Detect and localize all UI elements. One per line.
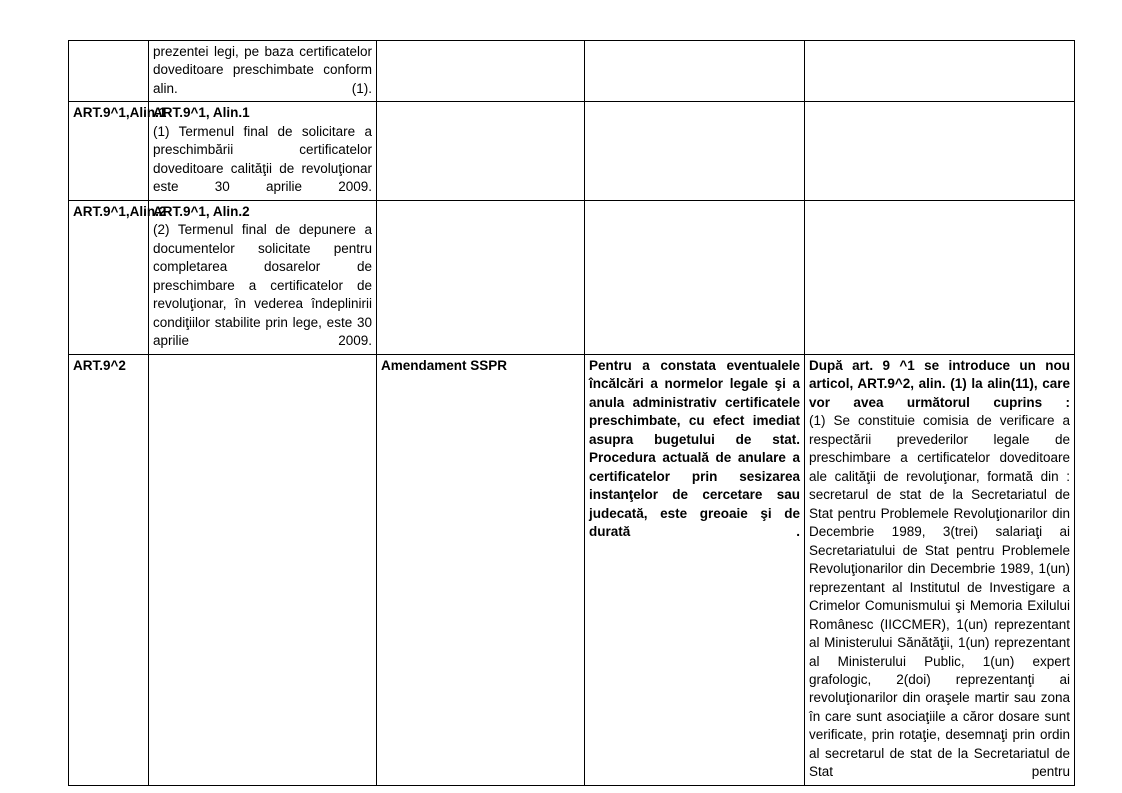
cell-proposed-text — [805, 354, 1075, 785]
justification-text: Pentru a constata eventualele încălcări a normelor legale şi a anula administrativ certificatele preschimbate, cu efect imediat asupra bugetului de stat. Procedura actuală de anulare a certificatelor prin sesizarea instanţelor de cercetare sau judecată, este greoaie şi de durată . — [589, 357, 800, 540]
cell-justification — [585, 200, 805, 354]
cell-current-text — [149, 354, 377, 785]
table-row — [69, 354, 1075, 785]
cell-amendment-author — [377, 41, 585, 102]
table-row — [69, 102, 1075, 200]
cell-amendment-author — [377, 200, 585, 354]
cell-current-text — [149, 200, 377, 354]
cell-justification — [585, 102, 805, 200]
proposed-text-body: (1) Se constituie comisia de verificare a respectării prevederilor legale de preschimbare a certificatelor doveditoare ale calităţii de revoluţionar, formată din : secretarul de stat de la Secretariatul de Stat pentru Problemele Revoluţionarilor din Decembrie 1989, 3(trei) salariaţi ai Secretariatului de Stat pentru Problemele Revoluţionarilor din Decembrie 1989, 1(un) reprezentant al Institutul de Investigare a Crimelor Comunismului şi Memoria Exilului Românesc (IICCMER), 1(un) reprezentant al Ministerului Sănătăţii, 1(un) reprezentant al Ministerului Public, 1(un) expert grafologic, 2(doi) reprezentanţi ai revoluţionarilor din oraşele martir sau zona în care sunt asociaţiile a căror dosare sunt verificate, prin rotaţie, desemnaţi prin ordin al secretarul de stat de la Secretariatul de Stat pentru — [809, 413, 1070, 780]
cell-proposed-text — [805, 200, 1075, 354]
cell-proposed-text — [805, 102, 1075, 200]
amendments-table — [68, 40, 1075, 786]
article-label: ART.9^1,Alin.2 — [73, 203, 167, 219]
cell-current-text — [149, 41, 377, 102]
amendment-author: Amendament SSPR — [381, 357, 508, 373]
cell-article — [69, 200, 167, 354]
cell-proposed-text — [805, 41, 1075, 102]
cell-current-text — [149, 102, 377, 200]
current-text-paragraph: (1) Termenul final de solicitare a preschimbării certificatelor doveditoare calităţii de revoluţionar este 30 aprilie 2009. — [153, 123, 372, 195]
article-label: ART.9^2 — [73, 357, 126, 373]
cell-amendment-author — [377, 102, 585, 200]
cell-justification — [585, 41, 805, 102]
cell-article — [69, 354, 149, 785]
article-label: ART.9^1,Alin.1 — [73, 105, 167, 121]
current-text-paragraph: prezentei legi, pe baza certificatelor doveditoare preschimbate conform alin. (1). — [153, 44, 372, 96]
cell-article — [69, 102, 167, 200]
table-row — [69, 41, 1075, 102]
current-text-paragraph: (2) Termenul final de depunere a documentelor solicitate pentru completarea dosarelor de preschimbare a certificatelor de revoluţionar, în vederea îndeplinirii condiţiilor stabilite prin lege, este 30 aprilie 2009. — [153, 222, 372, 349]
cell-justification — [585, 354, 805, 785]
cell-article — [69, 41, 149, 102]
cell-amendment-author — [377, 354, 585, 785]
proposed-text-heading: După art. 9 ^1 se introduce un nou articol, ART.9^2, alin. (1) la alin(11), care vor avea următorul cuprins : — [809, 357, 1070, 410]
table-row — [69, 200, 1075, 354]
current-text-heading: ART.9^1, Alin.2 — [153, 203, 250, 219]
current-text-heading: ART.9^1, Alin.1 — [153, 105, 250, 121]
